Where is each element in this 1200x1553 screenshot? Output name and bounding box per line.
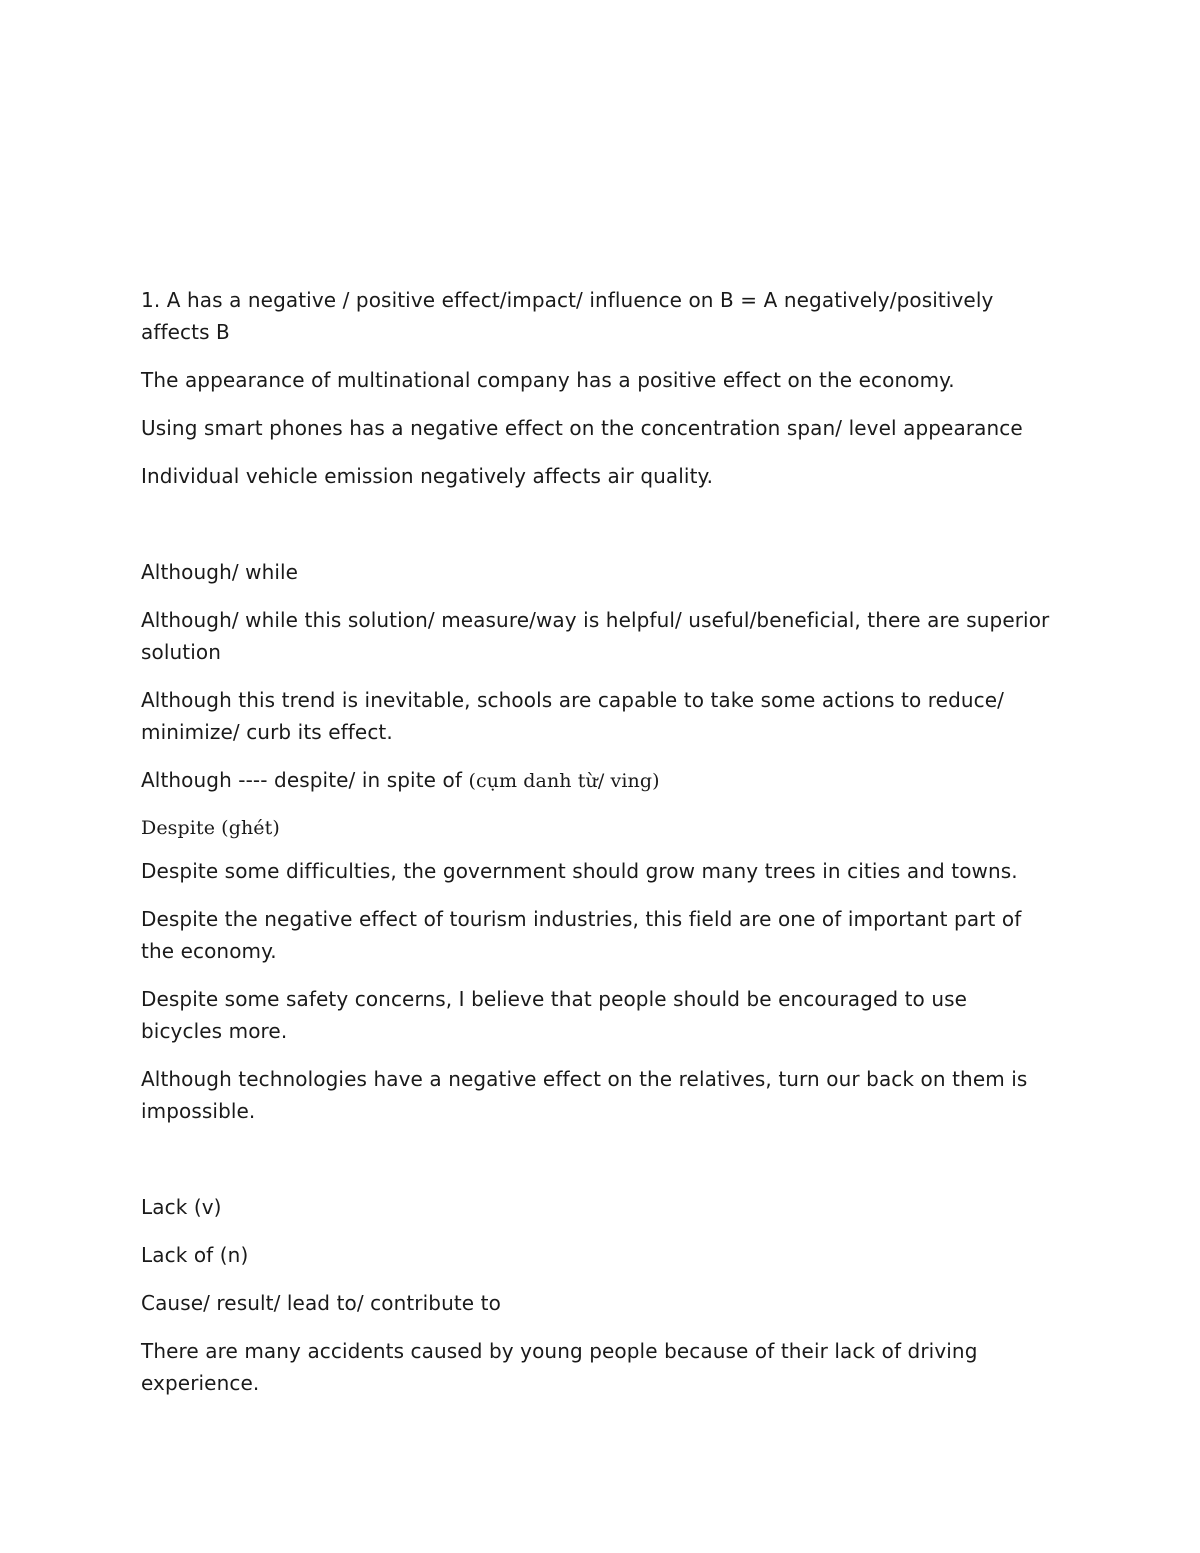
section-gap bbox=[141, 1143, 1051, 1191]
paragraph-example-accidents: There are many accidents caused by young people because of their lack of driving experience. bbox=[141, 1339, 978, 1395]
heading-lack-of-noun: Lack of (n) bbox=[141, 1243, 249, 1267]
paragraph-example-difficulties: Despite some difficulties, the government should grow many trees in cities and towns. bbox=[141, 859, 1018, 883]
section-gap bbox=[141, 508, 1051, 556]
paragraph-example-technologies: Although technologies have a negative effect on the relatives, turn our back on them is impossible. bbox=[141, 1067, 1028, 1123]
paragraph-example-vehicle-emission: Individual vehicle emission negatively affects air quality. bbox=[141, 464, 714, 488]
paragraph-example-smartphones: Using smart phones has a negative effect on the concentration span/ level appearance bbox=[141, 416, 1023, 440]
heading-lack-verb: Lack (v) bbox=[141, 1195, 222, 1219]
paragraph-example-tourism: Despite the negative effect of tourism industries, this field are one of important part of the economy. bbox=[141, 907, 1022, 963]
although-despite-note: (cụm danh từ/ ving) bbox=[468, 770, 660, 792]
document-body bbox=[141, 284, 1051, 1415]
paragraph-example-solution: Although/ while this solution/ measure/way is helpful/ useful/beneficial, there are superior solution bbox=[141, 608, 1050, 664]
although-despite-text: Although ---- despite/ in spite of bbox=[141, 768, 469, 792]
paragraph-example-multinational: The appearance of multinational company has a positive effect on the economy. bbox=[141, 368, 955, 392]
heading-cause-result: Cause/ result/ lead to/ contribute to bbox=[141, 1291, 501, 1315]
paragraph-although-despite bbox=[141, 764, 1051, 797]
paragraph-example-trend: Although this trend is inevitable, schools are capable to take some actions to reduce/ minimize/ curb its effect. bbox=[141, 688, 1004, 744]
paragraph-effect-definition: 1. A has a negative / positive effect/impact/ influence on B = A negatively/positively affects B bbox=[141, 288, 994, 344]
heading-despite: Despite (ghét) bbox=[141, 817, 280, 839]
heading-although-while: Although/ while bbox=[141, 560, 299, 584]
paragraph-example-bicycles: Despite some safety concerns, I believe that people should be encouraged to use bicycles more. bbox=[141, 987, 968, 1043]
